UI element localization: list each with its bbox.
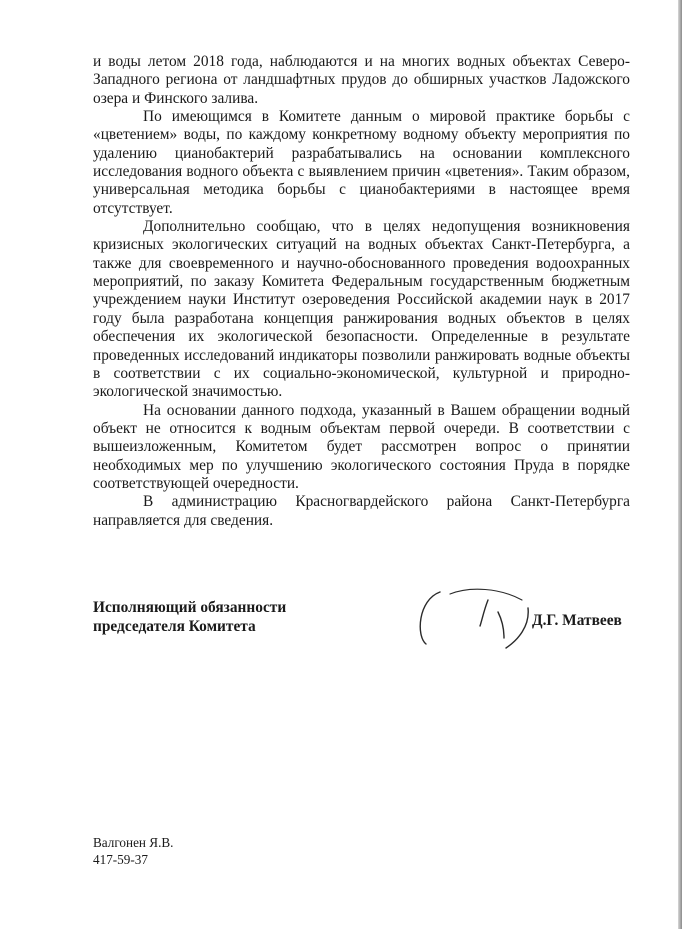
signatory-title-line-1: Исполняющий обязанности [93, 599, 287, 616]
paragraph-cyanobacteria-practice: По имеющимся в Комитете данным о мировой практике борьбы с «цветением» воды, по каждому конкретному водному объекту мероприятия по удалению цианобактерий разрабатывались на основании комплексного исследования водного объекта с выявлением причин «цветения». Таким образом, универсальная методика борьбы с цианобактериями в настоящее время отсутствует. [93, 108, 630, 217]
paragraph-priority-decision: На основании данного подхода, указанный в Вашем обращении водный объект не относится к водным объектам первой очереди. В соответствии с вышеизложенным, Комитетом будет рассмотрен вопрос о принятии необходимых мер по улучшению экологического состояния Пруда в порядке соответствующей очередности. [93, 401, 630, 492]
letter-body [93, 53, 630, 530]
signatory-name: Д.Г. Матвеев [532, 612, 622, 629]
executor-name: Валгонен Я.В. [93, 835, 174, 850]
executor-info [93, 834, 173, 868]
paragraph-ranking-concept: Дополнительно сообщаю, что в целях недопущения возникновения кризисных экологических ситуаций на водных объектах Санкт-Петербурга, а также для своевременного и научно-обоснованного проведения водоохранных мероприятий, по заказу Комитета Федеральным государственным бюджетным учреждением науки Институт озероведения Российской академии наук в 2017 году была разработана концепция ранжирования водных объектов в целях обеспечения их экологической безопасности. Определенные в результате проведенных исследований индикаторы позволили ранжировать водные объекты в соответствии с их социально-экономической, культурной и природно-экологической значимостью. [93, 218, 630, 401]
signatory-title [93, 599, 353, 636]
scan-page-edge [678, 0, 682, 929]
executor-phone: 417-59-37 [93, 852, 148, 867]
signatory-title-line-2: председателя Комитета [93, 617, 256, 635]
paragraph-copy-to-district: В администрацию Красногвардейского района Санкт-Петербурга направляется для сведения. [93, 493, 630, 529]
paragraph-continuation: и воды летом 2018 года, наблюдаются и на многих водных объектах Северо-Западного региона от ландшафтных прудов до обширных участков Ладожского озера и Финского залива. [93, 53, 630, 107]
